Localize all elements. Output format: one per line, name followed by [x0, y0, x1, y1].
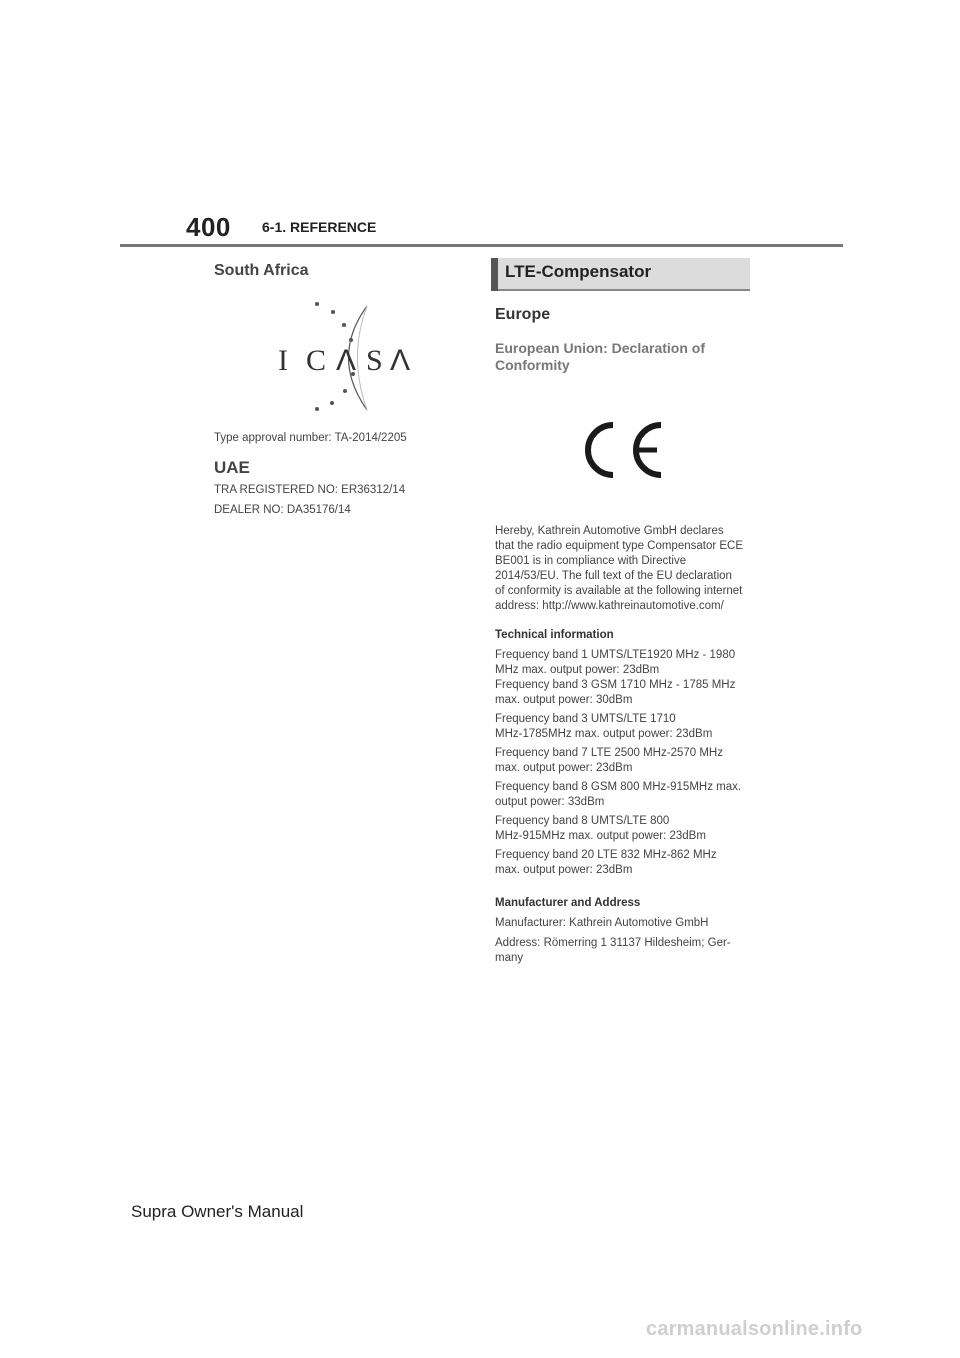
- icasa-dot: [330, 401, 334, 405]
- frequency-entry: [495, 780, 757, 810]
- technical-information-heading: Technical information: [495, 629, 614, 641]
- europe-heading: Europe: [495, 306, 551, 323]
- icasa-letter: C: [306, 344, 327, 377]
- frequency-entry: [495, 746, 757, 776]
- address-line: Address: Römerring 1 31137 Hildesheim; Ger-: [495, 937, 731, 949]
- declaration-line: Hereby, Kathrein Automotive GmbH declares: [495, 525, 724, 537]
- eu-heading-line: European Union: Declaration of: [495, 340, 706, 356]
- manual-title-footer: Supra Owner's Manual: [131, 1202, 304, 1221]
- frequency-line: Frequency band 8 UMTS/LTE 800: [495, 815, 670, 827]
- icasa-letter: S: [366, 344, 383, 377]
- icasa-dot: [342, 323, 346, 327]
- eu-declaration-heading: [495, 340, 757, 374]
- site-watermark: carmanualsonline.info: [646, 1318, 863, 1340]
- frequency-entry: [495, 848, 757, 878]
- section-title: 6-1. REFERENCE: [262, 219, 377, 235]
- page-number: 400: [186, 212, 231, 242]
- ce-mark-c: [588, 425, 613, 475]
- frequency-line: output power: 33dBm: [495, 796, 605, 808]
- manufacturer-address-heading: Manufacturer and Address: [495, 897, 641, 909]
- manufacturer-text: Manufacturer: Kathrein Automotive GmbH: [495, 917, 709, 929]
- frequency-entry: [495, 814, 757, 844]
- frequency-line: Frequency band 8 GSM 800 MHz-915MHz max.: [495, 781, 742, 793]
- icasa-logo: [270, 298, 420, 416]
- frequency-line: max. output power: 30dBm: [495, 694, 633, 706]
- address-line: many: [495, 952, 524, 964]
- frequency-line: Frequency band 7 LTE 2500 MHz-2570 MHz: [495, 747, 723, 759]
- ce-mark-icon: [575, 415, 667, 485]
- frequency-line: Frequency band 20 LTE 832 MHz-862 MHz: [495, 849, 717, 861]
- frequency-line: Frequency band 1 UMTS/LTE1920 MHz - 1980: [495, 649, 736, 661]
- declaration-line: BE001 is in compliance with Directive: [495, 555, 687, 567]
- declaration-line: 2014/53/EU. The full text of the EU declaration: [495, 570, 732, 582]
- frequency-line: MHz-1785MHz max. output power: 23dBm: [495, 728, 713, 740]
- declaration-line: address: http://www.kathreinautomotive.com/: [495, 600, 724, 612]
- declaration-paragraph: [495, 524, 757, 614]
- icasa-letter: Λ: [336, 344, 357, 377]
- declaration-line: that the radio equipment type Compensator ECE: [495, 540, 744, 552]
- frequency-line: Frequency band 3 UMTS/LTE 1710: [495, 713, 676, 725]
- icasa-dot: [315, 407, 319, 411]
- frequency-entry: [495, 648, 757, 708]
- icasa-letter: Λ: [390, 344, 411, 377]
- icasa-dot: [349, 338, 353, 342]
- eu-heading-line: Conformity: [495, 357, 570, 373]
- icasa-letter: I: [278, 344, 288, 377]
- lte-compensator-banner: [491, 258, 750, 291]
- dealer-number: DEALER NO: DA35176/14: [214, 504, 351, 516]
- banner-title: LTE-Compensator: [505, 262, 652, 281]
- uae-heading: UAE: [214, 458, 250, 477]
- icasa-dot: [331, 310, 335, 314]
- declaration-line: of conformity is available at the following internet: [495, 585, 743, 597]
- address-text: [495, 936, 757, 966]
- header-divider: [120, 244, 843, 247]
- tra-registered-number: TRA REGISTERED NO: ER36312/14: [214, 484, 406, 496]
- frequency-line: MHz-915MHz max. output power: 23dBm: [495, 830, 706, 842]
- frequency-list: [495, 648, 757, 882]
- icasa-dot: [343, 389, 347, 393]
- frequency-line: Frequency band 3 GSM 1710 MHz - 1785 MHz: [495, 679, 736, 691]
- type-approval-number: Type approval number: TA-2014/2205: [214, 432, 407, 444]
- south-africa-heading: South Africa: [214, 262, 309, 279]
- frequency-entry: [495, 712, 757, 742]
- frequency-line: max. output power: 23dBm: [495, 762, 633, 774]
- banner-accent-bar: [491, 258, 498, 291]
- frequency-line: MHz max. output power: 23dBm: [495, 664, 660, 676]
- icasa-dot: [315, 302, 319, 306]
- frequency-line: max. output power: 23dBm: [495, 864, 633, 876]
